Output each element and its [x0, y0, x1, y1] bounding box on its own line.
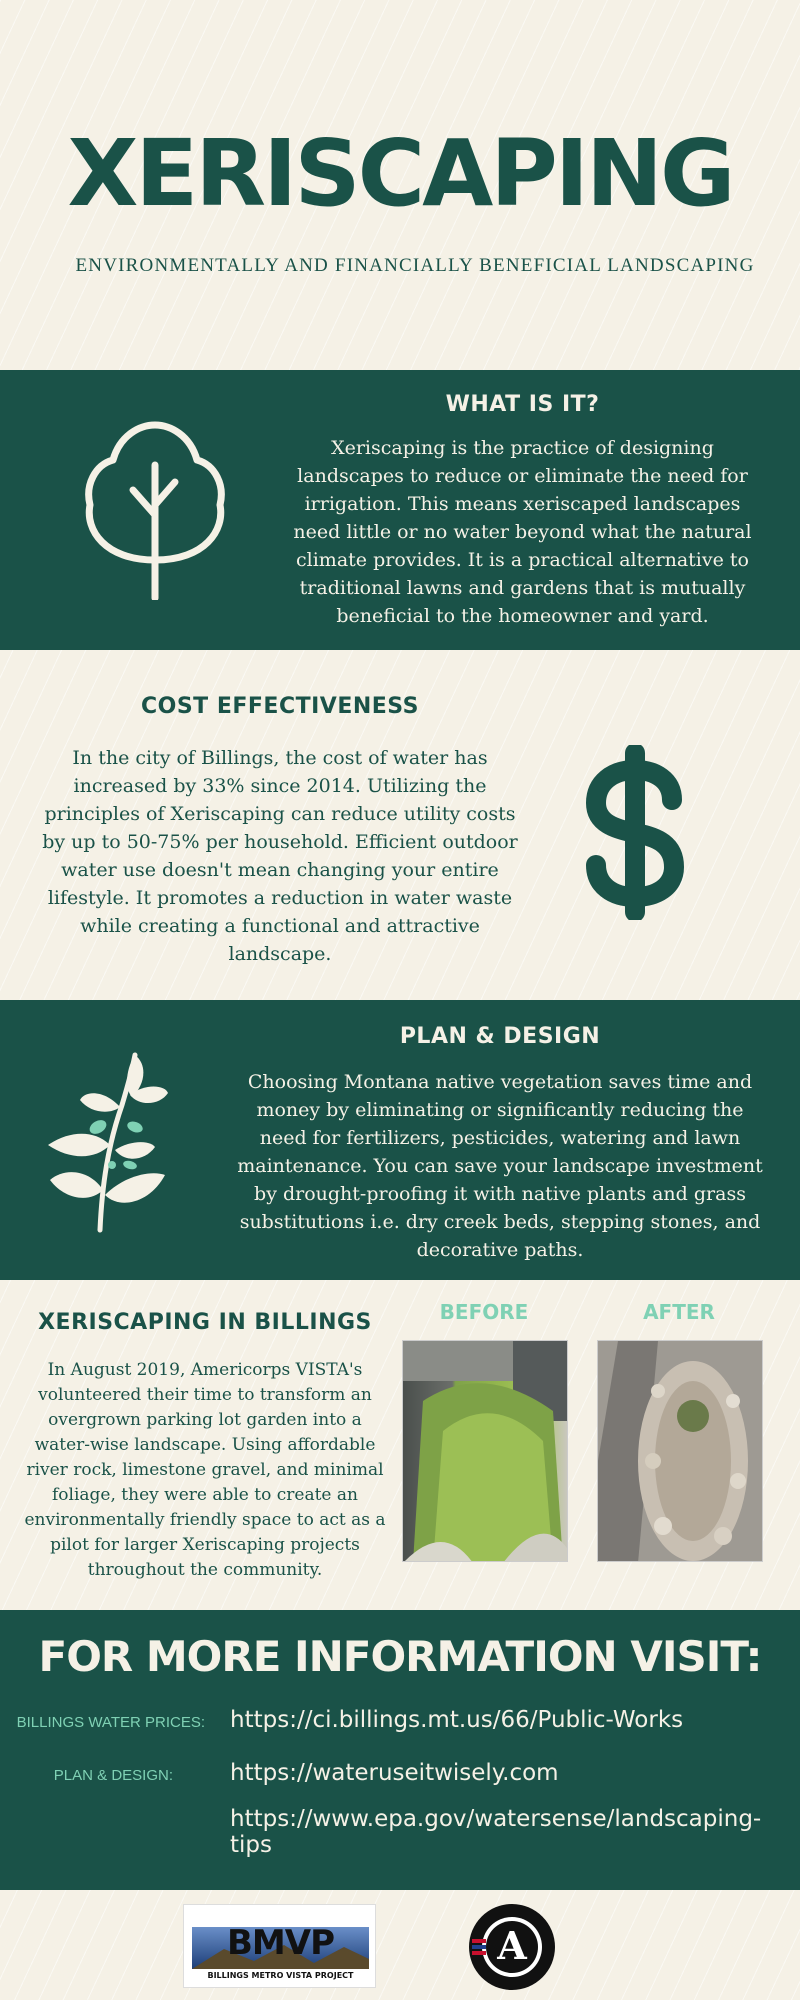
- grass-illustration: [403, 1341, 568, 1562]
- cost-heading: COST EFFECTIVENESS: [140, 694, 419, 719]
- page-title: XERISCAPING: [67, 120, 733, 227]
- link-water-use[interactable]: https://wateruseitwisely.com: [230, 1760, 559, 1786]
- bmvp-wordmark: BMVP: [227, 1923, 334, 1963]
- before-label: BEFORE: [439, 1300, 529, 1324]
- dollar-icon: [580, 745, 690, 920]
- what-text: Xeriscaping is the practice of designing landscapes to reduce or eliminate the need for irrigation. This means xeriscaped landscapes need little or no water beyond what the natural climate provides. It is a practical alternative to traditional lawns and gardens that is mutually beneficial to the homeowner and yard.: [293, 437, 752, 627]
- link-water-prices[interactable]: https://ci.billings.mt.us/66/Public-Works: [230, 1707, 684, 1733]
- plan-heading: PLAN & DESIGN: [399, 1024, 601, 1049]
- americorps-logo: [468, 1903, 556, 1991]
- plan-section: [0, 1000, 800, 1280]
- tree-icon: [75, 420, 235, 600]
- after-photo: [597, 1340, 763, 1562]
- what-section: [0, 370, 800, 650]
- bmvp-logo: [183, 1904, 376, 1988]
- before-photo: [402, 1340, 568, 1562]
- americorps-letter: A: [497, 1923, 527, 1968]
- bmvp-subtitle: BILLINGS METRO VISTA PROJECT: [207, 1971, 354, 1980]
- plan-text: Choosing Montana native vegetation saves time and money by eliminating or significantly reducing the need for fertilizers, pesticides, watering and lawn maintenance. You can save your landscape investment by drought-proofing it with native plants and grass substitutions i.e. dry creek beds, stepping stones, and decorative paths.: [237, 1071, 763, 1261]
- cost-text: In the city of Billings, the cost of water has increased by 33% since 2014. Utilizing the principles of Xeriscaping can reduce utility costs by up to 50-75% per household. Efficient outdoor water use doesn't mean changing your entire lifestyle. It promotes a reduction in water waste while creating a functional and attractive landscape.: [42, 747, 518, 965]
- rocks-illustration: [598, 1341, 763, 1562]
- info-label-plan: PLAN & DESIGN:: [53, 1767, 173, 1784]
- link-epa[interactable]: https://www.epa.gov/watersense/landscaping-tips: [230, 1806, 762, 1858]
- what-heading: WHAT IS IT?: [445, 392, 600, 417]
- info-section: [0, 1610, 800, 1890]
- billings-heading: XERISCAPING IN BILLINGS: [38, 1310, 372, 1335]
- page-subtitle: ENVIRONMENTALLY AND FINANCIALLY BENEFICIAL LANDSCAPING: [75, 255, 755, 276]
- info-heading: FOR MORE INFORMATION VISIT:: [38, 1632, 762, 1681]
- billings-text: In August 2019, Americorps VISTA's volunteered their time to transform an overgrown parking lot garden into a water-wise landscape. Using affordable river rock, limestone gravel, and minimal foliage, they were able to create an environmentally friendly space to act as a pilot for larger Xeriscaping projects throughout the community.: [24, 1360, 386, 1580]
- leaf-branch-icon: [40, 1045, 175, 1235]
- info-label-water: BILLINGS WATER PRICES:: [16, 1714, 205, 1731]
- after-label: AFTER: [643, 1300, 715, 1324]
